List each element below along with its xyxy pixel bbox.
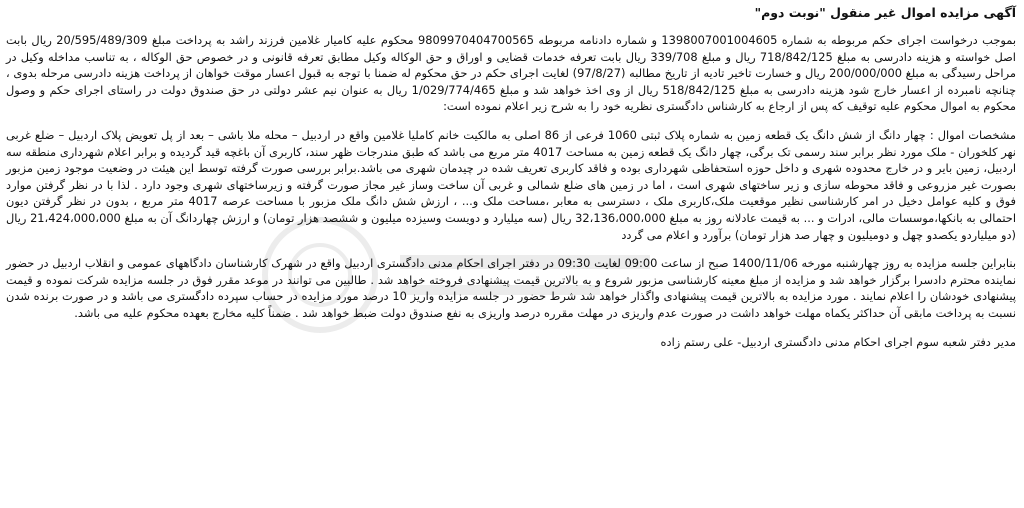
notice-paragraph-property: مشخصات اموال : چهار دانگ از شش دانگ یک قطعه زمین به شماره پلاک ثبتی 1060 فرعی از 86 اصلی به مالکیت خانم کاملیا غلامین واقع در اردبیل – محله ملا باشی – بعد از پل تعویض پلاک اردبیل – ضلع غربی نهر کلخوران - ملک مورد نظر برابر سند رسمی تک برگی، چهار دانگ یک قطعه زمین به مساحت 4017 متر مربع می باشد که طبق مندرجات ظهر سند، کاربری آن باغچه قید گردیده و برابر اعلام شهرداری منطقه سه اردبیل، زمین بایر و در خارج محدوده شهری و داخل حوزه استحفاظی شهرداری بوده و فاقد کاربری تعریف شده در چیدمان شهری می باشد.برابر بررسی صورت گرفته توسط این هیئت در وضعیت موجود زمین مزبور بصورت غیر مزروعی و فاقد محوطه سازی و زیر ساختهای شهری است ، اما در زمین های ضلع شمالی و غربی آن ساخت وساز غیر مجاز صورت گرفته و زیرساختهای شهری وجود دارد . لذا با در نظر گرفتن موارد فوق و کلیه عوامل دخیل در امر کارشناسی نظیر موقعیت ملک،کاربری ملک ، دسترسی به معابر ،مساحت ملک و... ، ارزش شش دانگ ملک مزبور با مساحت عرصه 4017 متر مربع ، بدون در نظر گرفتن دیون احتمالی به بانکها،موسسات مالی، ادرات و ... به قیمت عادلانه روز به مبلغ 32،136،000،000 ریال (سه میلیارد و دویست وسیزده میلیون و ششصد هزار تومان) و ارزش چهاردانگ آن به مبلغ 21،424،000،000 ریال (دو میلیاردو یکصدو چهل و دومیلیون و چهار صد هزار تومان) برآورد و اعلام می گردد: [6, 127, 1016, 242]
notice-title: آگهی مزایده اموال غیر منقول "نوبت دوم": [754, 5, 1016, 20]
notice-paragraph-claim: بموجب درخواست اجرای حکم مربوطه به شماره 1398007001004605 و شماره دادنامه مربوطه 9809970404700565 محکوم علیه کامیار غلامین فرزند راشد به پرداخت مبلغ 20/595/489/309 ریال بابت اصل خواسته و هزینه دادرسی به مبلغ 718/842/125 ریال و مبلغ 339/708 ریال بابت تعرفه خدمات قضایی و اوراق و حق الوکاله وکیل مطابق تعرفه قانونی و در خصوص حق الوکاله ، به تناسب مداخله وکیل در مراحل رسیدگی به مبلغ 200/000/000 ریال و خسارت تاخیر تادیه از تاریخ مطالبه (97/8/27) لغایت اجرای حکم در حق محکوم له ضمنا با توجه به قبول اعسار موقت خواهان از پرداخت هزینه دادرسی مرحله بدوی ، چنانچه نامبرده از اعسار خارج شود هزینه دادرسی به مبلغ 518/842/125 ریال از وی اخذ خواهد شد و مبلغ 1/029/774/465 ریال به عنوان نیم عشر دولتی در حق صندوق دولت در راستای اجرای حکم و وصول محکوم به اموال محکوم علیه توقیف که پس از ارجاع به کارشناس دادگستری نظریه خود را به شرح زیر اعلام نموده است:: [6, 33, 1017, 114]
notice-paragraph-auction: بنابراین جلسه مزایده به روز چهارشنبه مورخه 1400/11/06 صبح از ساعت 09:00 لغایت 09:30 در دفتر اجرای احکام مدنی دادگستری اردبیل واقع در شهرک کارشناسان دادگاههای عمومی و انقلاب اردبیل در حضور نماینده محترم دادسرا برگزار خواهد شد و مزایده از مبلغ معینه کارشناسی مزبور شروع و به بالاترین قیمت پیشنهادی فروخته خواهد شد . طالبین می توانند در موعد مقرر فوق در جلسه مزایده شرکت نموده و قیمت پیشنهادی خودشان را اعلام نمایند . مورد مزایده به بالاترین قیمت پیشنهادی واگذار خواهد شد شرط حضور در جلسه مزایده واریز 10 درصد مورد مزایده در حساب سپرده دادگستری می باشد و در صورت برنده شدن نسبت به پرداخت مابقی آن حداکثر یکماه مهلت خواهد داشت در صورت عدم واریزی در مهلت مقرره درصد واریزی به نفع صندوق دولت ضبط خواهد شد . ضمناً کلیه مخارج بعهده محکوم علیه می باشد.: [6, 256, 1017, 320]
notice-document: [6, 4, 1016, 504]
notice-signature: مدیر دفتر شعبه سوم اجرای احکام مدنی دادگستری اردبیل- علی رستم زاده: [660, 334, 1016, 349]
